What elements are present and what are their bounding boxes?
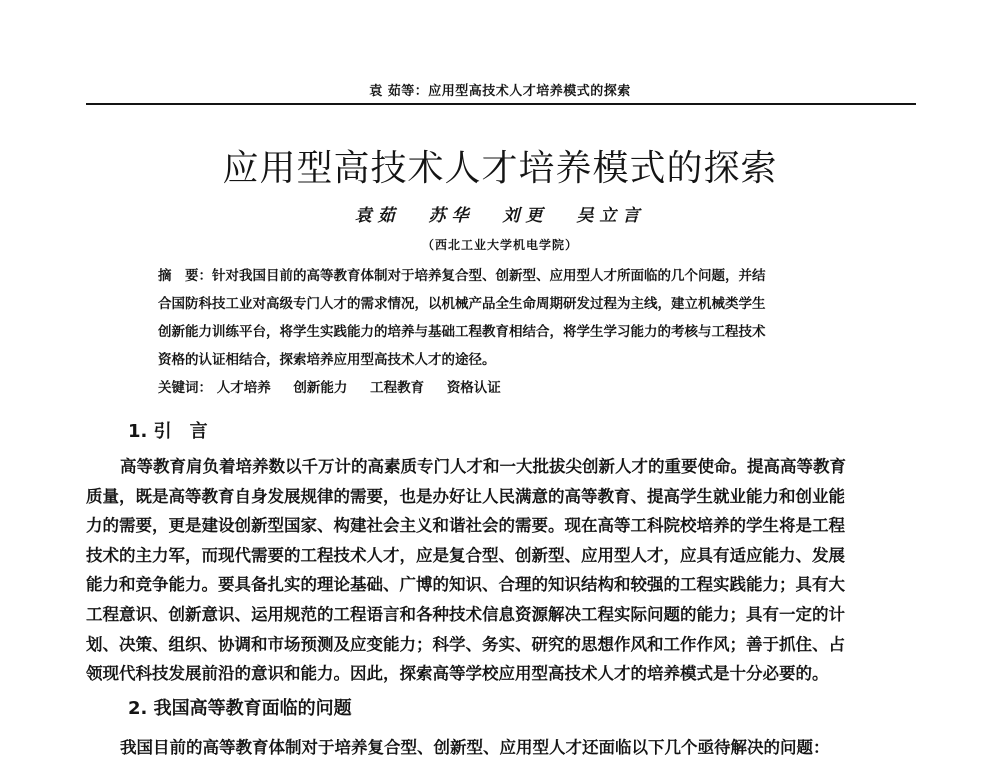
keyword: 人才培养 [216, 380, 271, 396]
author-name: 刘更 [502, 206, 549, 226]
paragraph-line: 力的需要，更是建设创新型国家、构建社会主义和谐社会的需要。现在高等工科院校培养的学生将是工程 [86, 516, 845, 536]
abstract-line: 摘 要：针对我国目前的高等教育体制对于培养复合型、创新型、应用型人才所面临的几个问题，并结 [158, 268, 766, 284]
abstract-line: 合国防科技工业对高级专门人才的需求情况，以机械产品全生命周期研发过程为主线，建立机械类学生 [158, 296, 766, 312]
section-body-introduction [86, 452, 916, 689]
keywords [158, 374, 519, 402]
paper-title: 应用型高技术人才培养模式的探索 [222, 148, 778, 189]
keywords-label: 关键词： [158, 380, 212, 396]
paragraph-line-partial: 我国目前的高等教育体制对于培养复合型、创新型、应用型人才还面临以下几个亟待解决的问题： [120, 738, 830, 757]
paragraph-line: 高等教育肩负着培养数以千万计的高素质专门人才和一大批拔尖创新人才的重要使命。提高高等教育 [120, 457, 846, 476]
paragraph-line: 质量，既是高等教育自身发展规律的需要，也是办好让人民满意的高等教育、提高学生就业能力和创业能 [86, 486, 845, 506]
abstract [158, 262, 858, 374]
abstract-line: 资格的认证相结合，探索培养应用型高技术人才的途径。 [158, 352, 496, 368]
paragraph-line: 领现代科技发展前沿的意识和能力。因此，探索高等学校应用型高技术人才的培养模式是十分必要的。 [86, 664, 829, 684]
author-list [0, 201, 1000, 226]
author-name: 苏华 [428, 206, 475, 226]
keyword: 资格认证 [446, 380, 501, 396]
paragraph-line: 能力和竞争能力。要具备扎实的理论基础、广博的知识、合理的知识结构和较强的工程实践能力；具有大 [86, 575, 845, 595]
abstract-line: 创新能力训练平台，将学生实践能力的培养与基础工程教育相结合，将学生学习能力的考核与工程技术 [158, 324, 766, 340]
paragraph-line: 工程意识、创新意识、运用规范的工程语言和各种技术信息资源解决工程实际问题的能力；具有一定的计 [86, 604, 845, 624]
author-name: 袁茹 [354, 206, 401, 226]
keyword: 工程教育 [370, 380, 425, 396]
section-heading-introduction: 1. 引 言 [128, 421, 208, 442]
running-header: 袁 茹等：应用型高技术人才培养模式的探索 [369, 84, 631, 99]
section-heading-problems: 2. 我国高等教育面临的问题 [128, 698, 352, 719]
paragraph-line: 技术的主力军，而现代需要的工程技术人才，应是复合型、创新型、应用型人才，应具有适应能力、发展 [86, 545, 845, 565]
keyword: 创新能力 [293, 380, 348, 396]
affiliation: （西北工业大学机电学院） [421, 238, 578, 252]
header-rule [86, 103, 916, 105]
paragraph-line: 划、决策、组织、协调和市场预测及应变能力；科学、务实、研究的思想作风和工作作风；善于抓住、占 [86, 634, 845, 654]
author-name: 吴立言 [576, 206, 646, 226]
